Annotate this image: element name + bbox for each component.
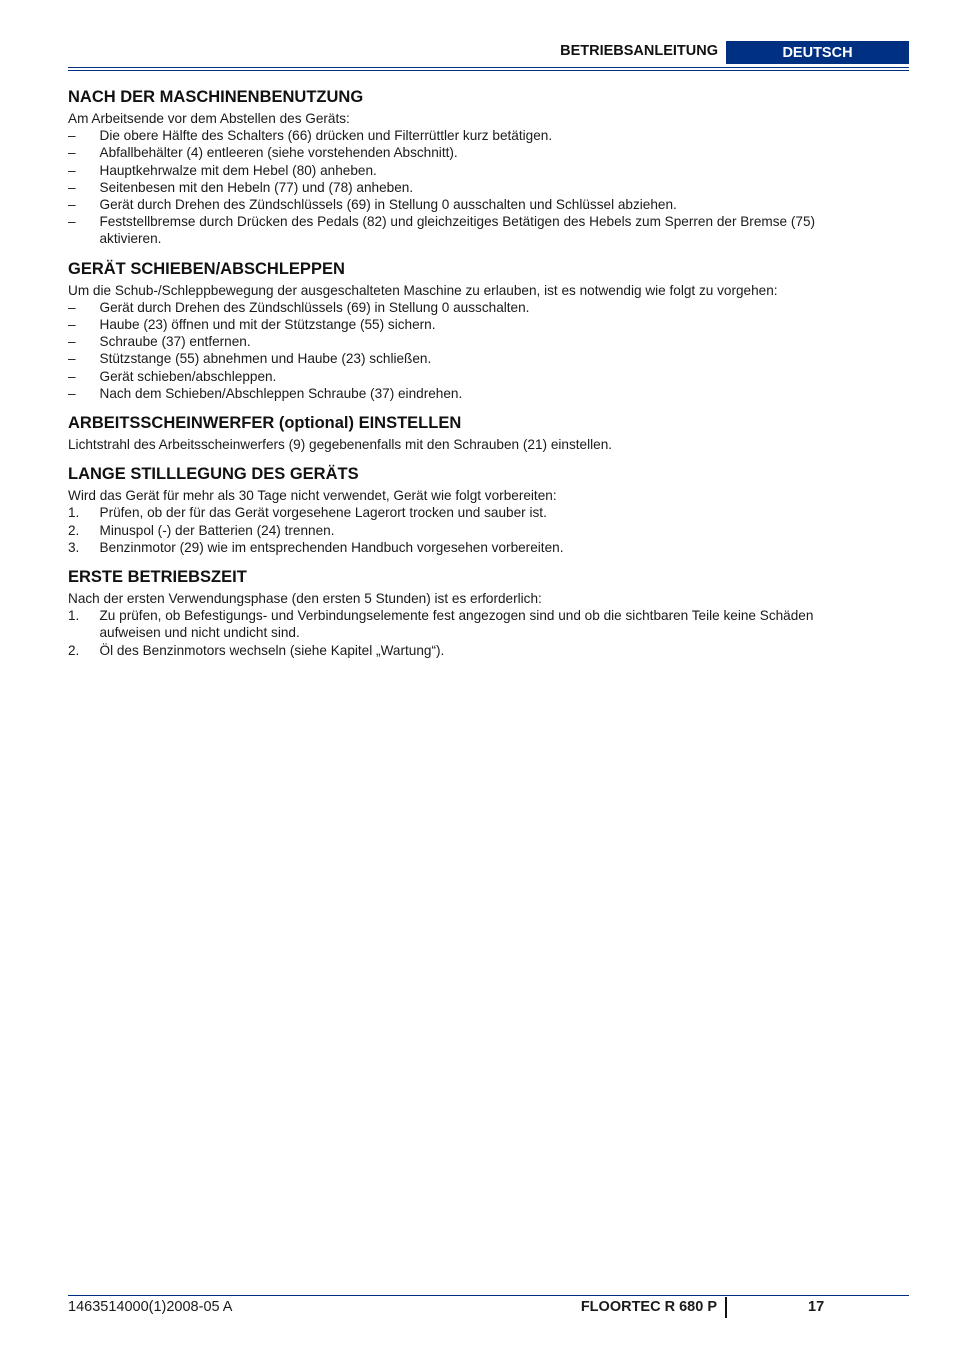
list-item — [68, 333, 868, 350]
dash-list — [68, 299, 868, 402]
document-body — [68, 87, 868, 670]
list-marker: – — [68, 145, 76, 161]
list-item-text: Minuspol (-) der Batterien (24) trennen. — [99, 522, 335, 538]
section-heading: GERÄT SCHIEBEN/ABSCHLEPPEN — [68, 259, 345, 278]
list-item-text: Gerät schieben/abschleppen. — [99, 368, 277, 384]
section-heading: NACH DER MASCHINENBENUTZUNG — [68, 88, 364, 106]
list-marker: – — [68, 214, 76, 230]
list-item-text: Seitenbesen mit den Hebeln (77) und (78) anheben. — [99, 179, 414, 195]
section-intro: Nach der ersten Verwendungsphase (den ersten 5 Stunden) ist es erforderlich: — [68, 591, 542, 607]
list-item — [68, 299, 868, 316]
list-marker: – — [68, 317, 76, 333]
list-marker: 2. — [68, 522, 80, 538]
list-marker: – — [68, 385, 76, 401]
dash-list — [68, 127, 868, 247]
list-item — [68, 127, 868, 144]
list-item-text: Prüfen, ob der für das Gerät vorgesehene Lagerort trocken und sauber ist. — [99, 505, 547, 521]
section-heading: ARBEITSSCHEINWERFER (optional) EINSTELLEN — [68, 414, 462, 433]
footer-separator — [725, 1297, 727, 1318]
list-marker: – — [68, 351, 76, 367]
list-marker: – — [68, 334, 76, 350]
numbered-list — [68, 607, 868, 659]
list-item — [68, 213, 868, 247]
manual-title: BETRIEBSANLEITUNG — [560, 43, 718, 59]
section — [68, 464, 868, 556]
footer-divider — [68, 1295, 909, 1296]
section — [68, 259, 868, 402]
list-item — [68, 539, 868, 556]
list-item — [68, 642, 868, 659]
list-item-text: Hauptkehrwalze mit dem Hebel (80) anheben. — [99, 162, 377, 178]
list-item — [68, 504, 868, 521]
list-item — [68, 179, 868, 196]
list-item-text: Schraube (37) entfernen. — [99, 334, 251, 350]
header-divider — [68, 67, 909, 68]
list-item — [68, 350, 868, 367]
list-marker: – — [68, 179, 76, 195]
list-item-text: Gerät durch Drehen des Zündschlüssels (69) in Stellung 0 ausschalten. — [99, 299, 530, 315]
list-item — [68, 385, 868, 402]
numbered-list — [68, 504, 868, 556]
header-divider-thin — [68, 70, 909, 71]
list-item-text: Öl des Benzinmotors wechseln (siehe Kapitel „Wartung“). — [99, 642, 445, 658]
list-item-text: Gerät durch Drehen des Zündschlüssels (69) in Stellung 0 ausschalten und Schlüssel abziehen. — [99, 197, 677, 213]
list-marker: – — [68, 197, 76, 213]
list-marker: – — [68, 128, 76, 144]
list-item — [68, 607, 868, 641]
section — [68, 87, 868, 248]
list-item-text: Feststellbremse durch Drücken des Pedals (82) und gleichzeitiges Betätigen des Hebels zum Sperren der Bremse (75) aktivieren. — [99, 214, 816, 247]
section-intro: Lichtstrahl des Arbeitsscheinwerfers (9) gegebenenfalls mit den Schrauben (21) einstellen. — [68, 437, 613, 453]
list-marker: 1. — [68, 608, 80, 624]
list-marker: – — [68, 299, 76, 315]
list-item — [68, 368, 868, 385]
list-item-text: Haube (23) öffnen und mit der Stützstange (55) sichern. — [99, 317, 436, 333]
section — [68, 413, 868, 453]
page-number: 17 — [808, 1299, 825, 1315]
list-marker: 2. — [68, 642, 80, 658]
list-marker: – — [68, 368, 76, 384]
list-item — [68, 144, 868, 161]
section — [68, 567, 868, 659]
section-heading: LANGE STILLLEGUNG DES GERÄTS — [68, 465, 359, 484]
section-intro: Um die Schub-/Schleppbewegung der ausgeschalteten Maschine zu erlauben, ist es notwendig wie folgt zu vorgehen: — [68, 282, 778, 298]
product-model: FLOORTEC R 680 P — [580, 1299, 717, 1315]
list-item-text: Nach dem Schieben/Abschleppen Schraube (37) eindrehen. — [99, 385, 463, 401]
document-code: 1463514000(1)2008-05 A — [68, 1299, 233, 1315]
list-item-text: Die obere Hälfte des Schalters (66) drücken und Filterrüttler kurz betätigen. — [99, 128, 553, 144]
list-item-text: Benzinmotor (29) wie im entsprechenden Handbuch vorgesehen vorbereiten. — [99, 539, 564, 555]
list-item — [68, 162, 868, 179]
list-item — [68, 522, 868, 539]
section-heading: ERSTE BETRIEBSZEIT — [68, 568, 247, 587]
list-item-text: Stützstange (55) abnehmen und Haube (23) schließen. — [99, 351, 432, 367]
list-item-text: Abfallbehälter (4) entleeren (siehe vorstehenden Abschnitt). — [99, 145, 458, 161]
language-badge: DEUTSCH — [726, 41, 909, 64]
list-marker: 1. — [68, 505, 80, 521]
list-marker: – — [68, 162, 76, 178]
list-item — [68, 316, 868, 333]
list-item — [68, 196, 868, 213]
list-item-text: Zu prüfen, ob Befestigungs- und Verbindungselemente fest angezogen sind und ob die sichtbaren Teile keine Schäden aufweisen und nicht undicht sind. — [99, 608, 814, 641]
section-intro: Am Arbeitsende vor dem Abstellen des Geräts: — [68, 111, 350, 126]
list-marker: 3. — [68, 539, 80, 555]
section-intro: Wird das Gerät für mehr als 30 Tage nicht verwendet, Gerät wie folgt vorbereiten: — [68, 488, 557, 504]
